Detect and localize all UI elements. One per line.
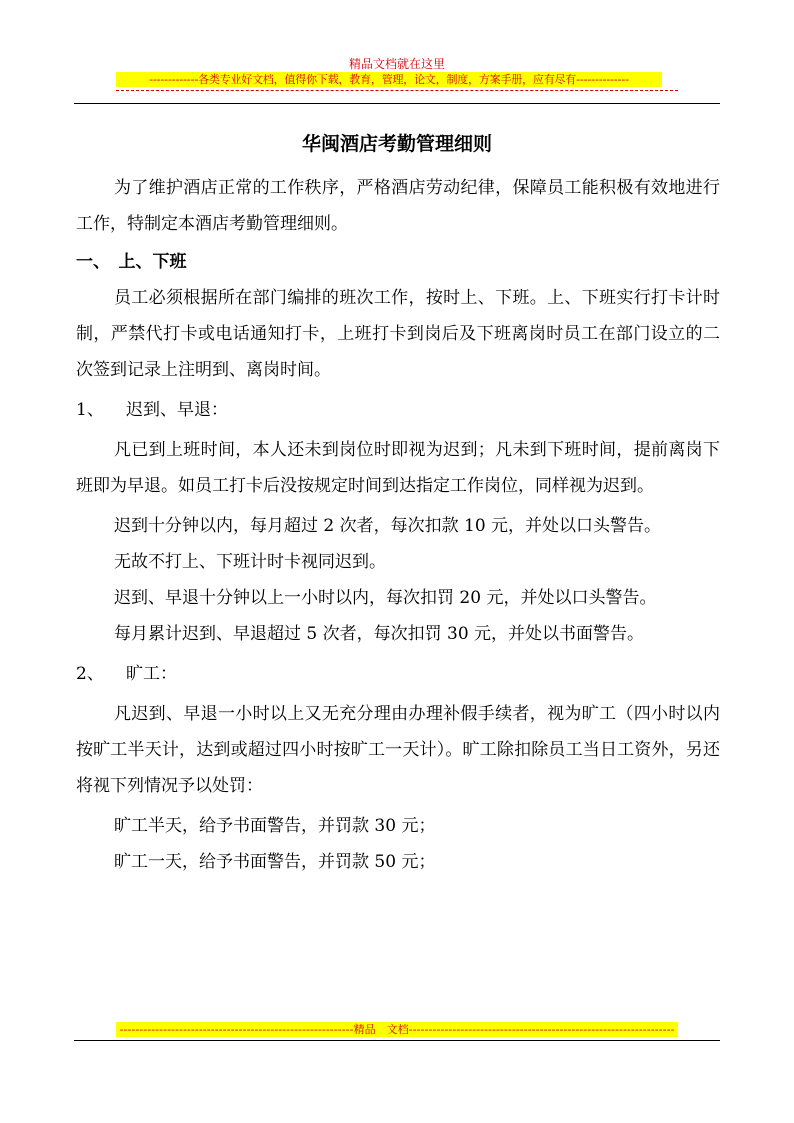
subsection-number: 2、 [76,664,104,684]
rule-item: 迟到十分钟以内，每月超过 2 次者，每次扣款 10 元，并处以口头警告。 [114,516,662,536]
header-rule [74,103,720,104]
header-subtitle: -------------各类专业好文档，值得你下载，教育，管理，论文，制度，方案手册，应有尽有-------------- [116,72,662,87]
subsection-number: 1、 [76,400,104,420]
sub1-paragraph: 凡已到上班时间，本人还未到岗位时即视为迟到；凡未到下班时间，提前离岗下班即为早退。如员工打卡后没按规定时间到达指定工作岗位，同样视为迟到。 [76,440,720,496]
document-title: 华闽酒店考勤管理细则 [301,133,492,155]
document-body [76,170,720,880]
footer-rule [74,1040,720,1041]
section-number: 一、 [76,252,102,272]
subsection-heading-2 [76,656,720,692]
sub2-paragraph: 凡迟到、早退一小时以上又无充分理由办理补假手续者，视为旷工（四小时以内按旷工半天计，达到或超过四小时按旷工一天计）。旷工除扣除员工当日工资外，另还将视下列情况予以处罚： [76,704,720,796]
subsection-title: 旷工： [126,664,177,684]
rule-item: 旷工半天，给予书面警告，并罚款 30 元； [114,816,436,836]
rule-item: 每月累计迟到、早退超过 5 次者，每次扣罚 30 元，并处以书面警告。 [114,624,645,644]
section-title: 上、下班 [118,252,187,272]
subsection-title: 迟到、早退： [126,400,228,420]
footer-banner: -----------------------------------------------------------精品 文档------------------------------------------------------------------- [116,1022,678,1037]
header-title: 精品文档就在这里 [348,57,445,71]
rule-item: 旷工一天，给予书面警告，并罚款 50 元； [114,852,436,872]
rule-item: 迟到、早退十分钟以上一小时以内，每次扣罚 20 元，并处以口头警告。 [114,588,657,608]
rule-item: 无故不打上、下班计时卡视同迟到。 [114,552,386,572]
section-heading-1 [76,244,720,280]
subsection-heading-1 [76,392,720,428]
header-dashed-divider [116,90,678,91]
intro-paragraph: 为了维护酒店正常的工作秩序，严格酒店劳动纪律，保障员工能积极有效地进行工作，特制定本酒店考勤管理细则。 [76,178,720,234]
section1-paragraph: 员工必须根据所在部门编排的班次工作，按时上、下班。上、下班实行打卡计时制，严禁代打卡或电话通知打卡，上班打卡到岗后及下班离岗时员工在部门设立的二次签到记录上注明到、离岗时间。 [76,288,720,380]
